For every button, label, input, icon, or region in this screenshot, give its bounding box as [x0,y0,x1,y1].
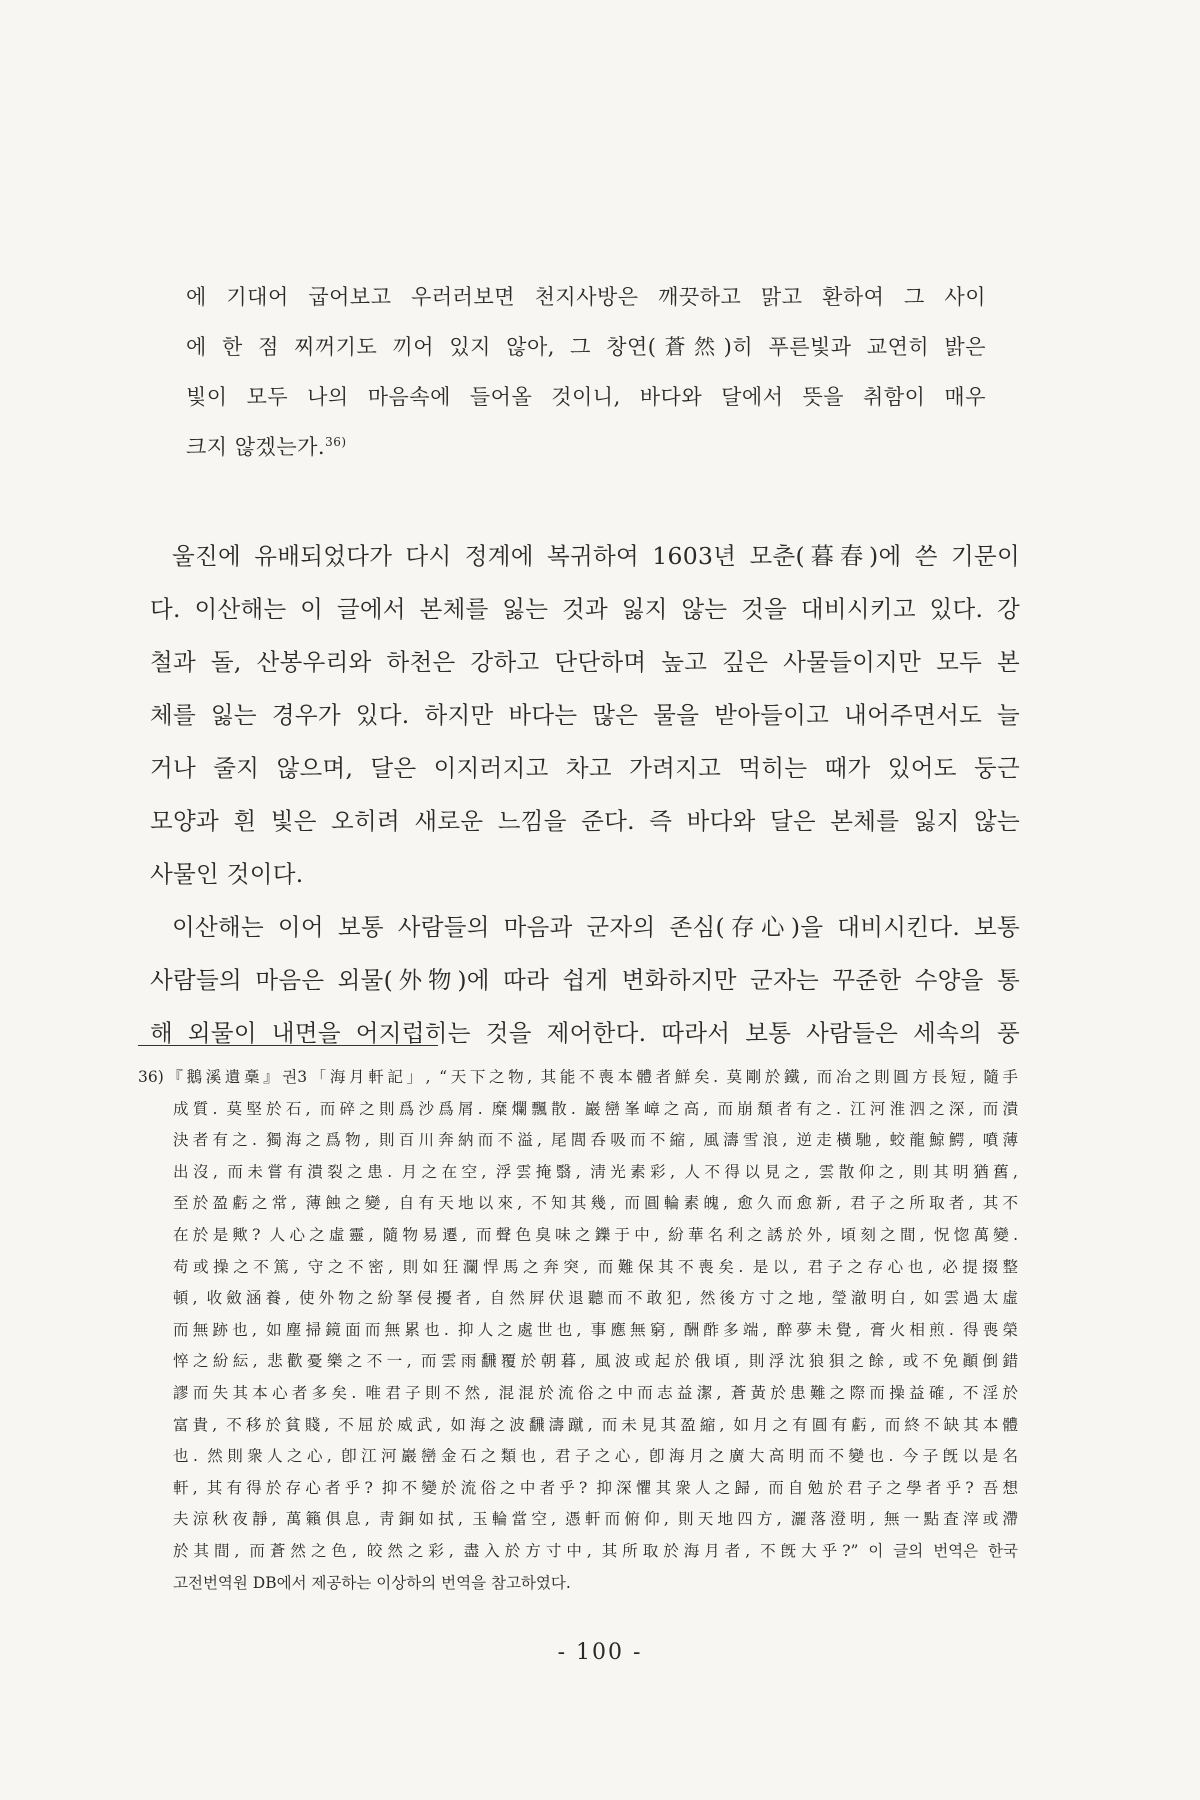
footnote-line: 夫涼秋夜靜, 萬籟俱息, 靑銅如拭, 玉輪當空, 憑軒而俯仰, 則天地四方, 灑落澄明, 無一點査滓或滯 [173,1510,1018,1529]
quote-line-text: 크지 않겠는가. [186,435,326,459]
quote-line-last [186,422,986,472]
paragraph-line: 울진에 유배되었다가 다시 정계에 복귀하여 1603년 모춘(暮春)에 쓴 기문이 [172,542,1020,570]
footnote-line: 決者有之. 獨海之爲物, 則百川奔納而不溢, 尾閭呑吸而不縮, 風濤雪浪, 逆走橫馳, 蛟龍鯨鰐, 噴薄 [173,1131,1018,1150]
footnote-line: 苟或操之不篤, 守之不密, 則如狂瀾悍馬之奔突, 而難保其不喪矣. 是以, 君子之存心也, 必提掇整 [173,1257,1018,1276]
footnote-line: 在於是歟? 人心之虛靈, 隨物易遷, 而聲色臭味之鑠于中, 紛華名利之誘於外, 頃刻之間, 怳惚萬變. [173,1225,1018,1244]
footnote-line: 至於盈虧之常, 薄蝕之變, 自有天地以來, 不知其幾, 而圓輪素魄, 愈久而愈新, 君子之所取者, 其不 [173,1194,1018,1213]
paragraph-line: 체를 잃는 경우가 있다. 하지만 바다는 많은 물을 받아들이고 내어주면서도 늘 [150,701,1020,729]
paragraph-line: 이산해는 이어 보통 사람들의 마음과 군자의 존심(存心)을 대비시킨다. 보통 [172,913,1020,941]
page-number: - 100 - [557,1640,643,1665]
paragraph-line: 거나 줄지 않으며, 달은 이지러지고 차고 가려지고 먹히는 때가 있어도 둥근 [150,754,1020,782]
block-quote [186,272,986,472]
paragraph-line: 사람들의 마음은 외물(外物)에 따라 쉽게 변화하지만 군자는 꾸준한 수양을 통 [150,966,1020,994]
quote-line: 에 기대어 굽어보고 우러러보면 천지사방은 깨끗하고 맑고 환하여 그 사이 [186,285,986,309]
footnote-36 [138,1062,1018,1599]
footnote-line: 軒, 其有得於存心者乎? 抑不變於流俗之中者乎? 抑深懼其衆人之歸, 而自勉於君子之學者乎? 吾想 [173,1478,1018,1497]
quote-line: 빛이 모두 나의 마음속에 들어올 것이니, 바다와 달에서 뜻을 취함이 매우 [186,385,986,409]
footnote-line: 也. 然則衆人之心, 卽江河巖巒金石之類也, 君子之心, 卽海月之廣大高明而不變也. 今子旣以是名 [173,1447,1018,1466]
paragraph-line: 철과 돌, 산봉우리와 하천은 강하고 단단하며 높고 깊은 사물들이지만 모두 본 [150,648,1020,676]
footnote-line: 而無跡也, 如塵掃鏡面而無累也. 抑人之處世也, 事應無窮, 酬酢多端, 醉夢未覺, 膏火相煎. 得喪榮 [173,1320,1018,1339]
paragraph-line: 해 외물이 내면을 어지럽히는 것을 제어한다. 따라서 보통 사람들은 세속의 풍 [150,1019,1020,1047]
footnote-line: 36)『鵝溪遺稾』권3「海月軒記」, “天下之物, 其能不喪本體者鮮矣. 莫剛於鐵, 而冶之則圓方長短, 隨手 [138,1068,1018,1086]
footnote-reference[interactable]: 36) [325,435,347,449]
footnote-line: 於其間, 而蒼然之色, 皎然之彩, 盡入於方寸中, 其所取於海月者, 不旣大乎?” 이 글의 번역은 한국 [173,1541,1018,1560]
footnote-line: 謬而失其本心者多矣. 唯君子則不然, 混混於流俗之中而志益潔, 蒼黃於患難之際而操益確, 不淫於 [173,1383,1018,1402]
footnote-divider [138,1045,438,1046]
paragraph-line: 다. 이산해는 이 글에서 본체를 잃는 것과 잃지 않는 것을 대비시키고 있다. 강 [150,595,1020,623]
footnote-line: 고전번역원 DB에서 제공하는 이상하의 번역을 참고하였다. [173,1573,571,1592]
quote-line: 에 한 점 찌꺼기도 끼어 있지 않아, 그 창연(蒼然)히 푸른빛과 교연히 밝은 [186,335,986,359]
paragraph-line: 모양과 흰 빛은 오히려 새로운 느낌을 준다. 즉 바다와 달은 본체를 잃지 않는 [150,807,1020,835]
body-text [150,530,1020,1060]
footnote-line: 富貴, 不移於貧賤, 不屈於威武, 如海之波飜濤蹴, 而未見其盈縮, 如月之有圓有虧, 而終不缺其本體 [173,1415,1018,1434]
footnote-line: 頓, 收斂涵養, 使外物之紛拏侵擾者, 自然屛伏退聽而不敢犯, 然後方寸之地, 瑩澈明白, 如雲過太虛 [173,1289,1018,1308]
footnote-line: 成質. 莫堅於石, 而碎之則爲沙爲屑. 糜爛飄散. 巖巒峯嶂之高, 而崩頹者有之. 江河淮泗之深, 而潰 [173,1099,1018,1118]
footnote-line: 悴之紛紜, 悲歡憂樂之不一, 而雲雨飜覆於朝暮, 風波或起於俄頃, 則浮沈狼狽之餘, 或不免顚倒錯 [173,1352,1018,1371]
paragraph-line: 사물인 것이다. [150,860,304,888]
footnote-line: 出沒, 而未嘗有潰裂之患. 月之在空, 浮雲掩翳, 淸光素彩, 人不得以見之, 雲散仰之, 則其明猶舊, [173,1162,1018,1181]
